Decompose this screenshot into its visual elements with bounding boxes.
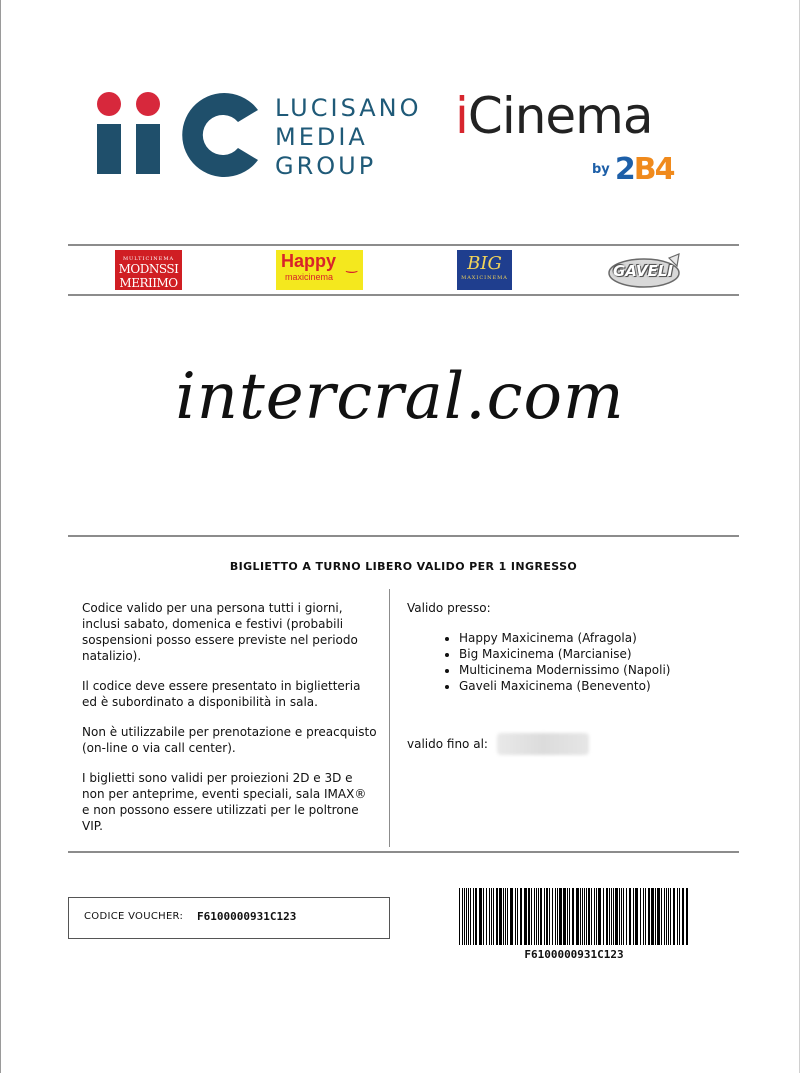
barcode-bar <box>666 888 667 945</box>
barcode-bar <box>538 888 539 945</box>
brand-b4: B4 <box>633 152 674 187</box>
column-divider <box>389 589 390 847</box>
barcode-bar <box>613 888 614 945</box>
barcode-bar <box>673 888 675 945</box>
barcode-bar <box>580 888 581 945</box>
condition-paragraph: Non è utilizzabile per prenotazione e preacquisto (on-line o via call center). <box>82 725 377 755</box>
barcode-bar <box>661 888 662 945</box>
modernissimo-logo-text: MODNSSI MERIIMO <box>118 262 179 290</box>
gaveli-logo <box>607 252 685 290</box>
modernissimo-logo-small: MULTICINEMA <box>122 256 175 262</box>
icinema-logo <box>455 86 653 146</box>
barcode-bar <box>503 888 504 945</box>
barcode-bar <box>489 888 490 945</box>
voucher-barcode <box>459 888 689 945</box>
ticket-validity <box>407 600 727 694</box>
smile-icon: ‿ <box>346 259 357 274</box>
barcode-bar <box>591 888 592 945</box>
lmg-line-2: MEDIA <box>275 123 368 151</box>
barcode-bar <box>609 888 610 945</box>
barcode-bar <box>505 888 506 945</box>
barcode-bar <box>466 888 467 945</box>
barcode-bar <box>629 888 631 945</box>
happy-maxicinema-logo <box>276 250 363 290</box>
lmg-line-1: LUCISANO <box>275 94 422 122</box>
location-list <box>407 630 727 694</box>
barcode-bar <box>619 888 620 945</box>
barcode-bar <box>557 888 558 945</box>
barcode-bar <box>576 888 579 945</box>
barcode-bar <box>677 888 678 945</box>
ticket-rule-top <box>68 535 739 537</box>
barcode-bar <box>567 888 568 945</box>
header-rule-top <box>68 244 739 246</box>
barcode-bar <box>626 888 627 945</box>
barcode-bar <box>536 888 537 945</box>
barcode-bar <box>598 888 601 945</box>
lucisano-logo-mark <box>96 92 266 178</box>
voucher-box <box>68 897 390 939</box>
barcode-bar <box>459 888 460 945</box>
condition-paragraph: Il codice deve essere presentato in biglietteria ed è subordinato a disponibilità in sala. <box>82 679 361 709</box>
barcode-bar <box>611 888 612 945</box>
barcode-bar <box>596 888 597 945</box>
barcode-bar <box>470 888 471 945</box>
barcode-bar <box>664 888 665 945</box>
barcode-bar <box>546 888 548 945</box>
ticket-rule-bottom <box>68 851 739 853</box>
barcode-bar <box>615 888 618 945</box>
barcode-bar <box>493 888 494 945</box>
barcode-bar <box>524 888 527 945</box>
barcode-bar <box>507 888 508 945</box>
barcode-bar <box>486 888 487 945</box>
big-maxicinema-logo <box>457 250 512 290</box>
location-item: • Happy Maxicinema (Afragola) <box>459 630 727 646</box>
barcode-bar <box>528 888 530 945</box>
barcode-bar <box>643 888 644 945</box>
barcode-bar <box>531 888 532 945</box>
location-item: • Multicinema Modernissimo (Napoli) <box>459 662 727 678</box>
barcode-bar <box>563 888 566 945</box>
barcode-bar <box>515 888 516 945</box>
barcode-bar <box>520 888 522 945</box>
brand-2: 2 <box>614 152 634 187</box>
barcode-bar <box>588 888 590 945</box>
barcode-bar <box>534 888 535 945</box>
barcode-bar <box>499 888 502 945</box>
barcode-bar <box>510 888 513 945</box>
barcode-bar <box>655 888 656 945</box>
barcode-bar <box>679 888 680 945</box>
barcode-bar <box>651 888 654 945</box>
big-logo-sub: MAXICINEMA <box>461 275 508 281</box>
page-border-left <box>0 0 1 1073</box>
barcode-bar <box>621 888 622 945</box>
barcode-bar <box>572 888 574 945</box>
barcode-bar <box>668 888 669 945</box>
ticket-title: BIGLIETTO A TURNO LIBERO VALIDO PER 1 INGRESSO <box>229 560 578 573</box>
header-rule-bottom <box>68 294 739 296</box>
barcode-bar <box>559 888 562 945</box>
by-2b4-logo <box>592 152 674 187</box>
location-item: • Big Maxicinema (Marcianise) <box>459 646 727 662</box>
barcode-bar <box>657 888 660 945</box>
gaveli-logo-text: GAVELI <box>613 262 673 280</box>
voucher-label: CODICE VOUCHER: <box>84 911 184 922</box>
happy-logo-text: Happy <box>281 251 337 271</box>
barcode-bar <box>582 888 583 945</box>
barcode-bar <box>670 888 671 945</box>
barcode-bar <box>544 888 545 945</box>
lmg-line-3: GROUP <box>275 152 377 180</box>
barcode-bar <box>483 888 484 945</box>
barcode-text: F6100000931C123 <box>524 948 624 961</box>
barcode-bar <box>648 888 650 945</box>
barcode-bar <box>594 888 595 945</box>
valid-at-label: Valido presso: <box>407 601 491 615</box>
barcode-bar <box>462 888 463 945</box>
barcode-bar <box>473 888 474 945</box>
valid-until-label: valido fino al: <box>407 737 488 751</box>
barcode-bar <box>496 888 498 945</box>
barcode-bar <box>635 888 638 945</box>
barcode-bar <box>517 888 518 945</box>
barcode-bar <box>603 888 604 945</box>
ticket-conditions <box>82 600 377 848</box>
barcode-bar <box>468 888 469 945</box>
by-label: by <box>592 162 610 177</box>
redacted-expiry-date <box>497 733 589 755</box>
barcode-bar <box>584 888 585 945</box>
barcode-bar <box>549 888 550 945</box>
barcode-bar <box>464 888 465 945</box>
barcode-bar <box>682 888 684 945</box>
barcode-bar <box>479 888 482 945</box>
intercral-wordmark: intercral.com <box>175 360 625 434</box>
barcode-bar <box>640 888 641 945</box>
icinema-logo-rest: Cinema <box>467 87 653 145</box>
barcode-bar <box>623 888 624 945</box>
barcode-bar <box>633 888 634 945</box>
barcode-bar <box>475 888 477 945</box>
barcode-bar <box>555 888 556 945</box>
barcode-bar <box>606 888 608 945</box>
happy-logo-sub: maxicinema <box>285 272 334 282</box>
barcode-bar <box>569 888 570 945</box>
voucher-code: F6100000931C123 <box>197 910 297 923</box>
condition-paragraph: I biglietti sono validi per proiezioni 2D e 3D e non per anteprime, eventi speciali, sala IMAX® e non possono essere utilizzati per le poltrone VIP. <box>82 771 367 833</box>
modernissimo-logo <box>115 250 182 290</box>
barcode-bar <box>645 888 646 945</box>
barcode-bar <box>491 888 492 945</box>
icinema-logo-i: i <box>455 87 468 145</box>
location-item: • Gaveli Maxicinema (Benevento) <box>459 678 727 694</box>
barcode-bar <box>586 888 587 945</box>
barcode-bar <box>540 888 542 945</box>
big-logo-text: BIG <box>467 253 502 274</box>
barcode-bar <box>552 888 553 945</box>
lucisano-logo-text <box>275 94 422 181</box>
barcode-bar <box>686 888 688 945</box>
condition-paragraph: Codice valido per una persona tutti i giorni, inclusi sabato, domenica e festivi (probabili sospensioni posso essere previste nel periodo natalizio). <box>82 601 358 663</box>
